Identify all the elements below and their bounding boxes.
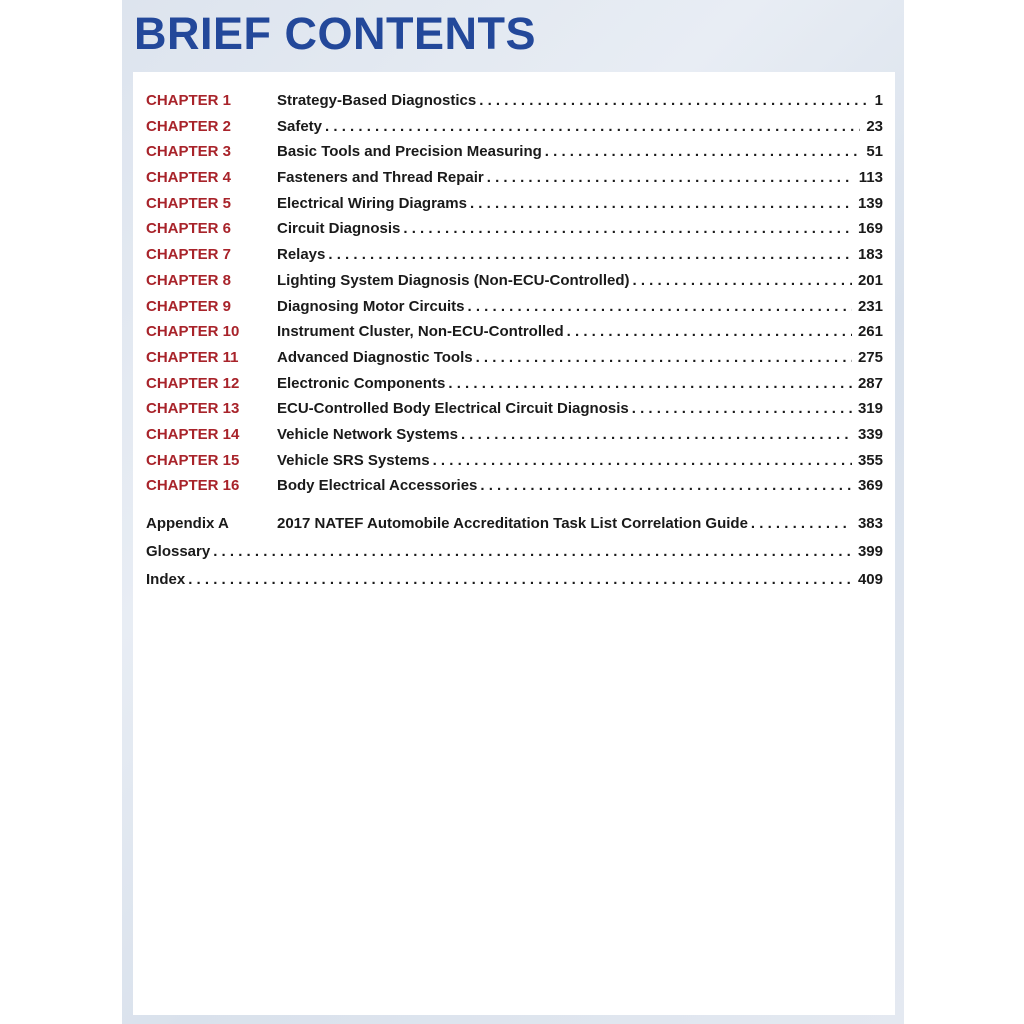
dot-leader bbox=[632, 400, 852, 417]
toc-entry-chapter[interactable] bbox=[146, 220, 883, 246]
chapter-label: CHAPTER 12 bbox=[146, 374, 240, 392]
appendix-title: 2017 NATEF Automobile Accreditation Task List Correlation Guide bbox=[277, 515, 748, 532]
dot-leader bbox=[633, 272, 852, 289]
dot-leader bbox=[403, 220, 852, 237]
page-title: BRIEF CONTENTS bbox=[134, 8, 537, 59]
chapter-title: Vehicle SRS Systems bbox=[277, 451, 430, 469]
chapter-label: CHAPTER 6 bbox=[146, 220, 232, 238]
dot-leader bbox=[470, 195, 852, 212]
chapter-page-number: 201 bbox=[857, 271, 883, 289]
chapter-page-number: 231 bbox=[857, 297, 883, 315]
toc-entry-chapter[interactable] bbox=[146, 323, 883, 349]
dot-leader bbox=[325, 118, 860, 135]
chapter-page-number: 369 bbox=[857, 477, 883, 495]
chapter-label: CHAPTER 11 bbox=[146, 348, 239, 366]
chapter-title: Electronic Components bbox=[277, 374, 446, 392]
dot-leader bbox=[433, 452, 852, 469]
toc-entry-chapter[interactable] bbox=[146, 195, 883, 221]
chapter-label: CHAPTER 13 bbox=[146, 400, 240, 418]
dot-leader bbox=[213, 543, 852, 560]
dot-leader bbox=[751, 515, 852, 532]
toc-entry-chapter[interactable] bbox=[146, 272, 883, 298]
chapter-page-number: 275 bbox=[857, 348, 883, 366]
chapter-title: Vehicle Network Systems bbox=[277, 425, 458, 443]
chapter-page-number: 355 bbox=[857, 451, 883, 469]
glossary-page-number: 399 bbox=[857, 543, 883, 560]
chapter-title: Fasteners and Thread Repair bbox=[277, 169, 484, 187]
chapter-page-number: 261 bbox=[857, 323, 883, 341]
dot-leader bbox=[461, 426, 852, 443]
chapter-page-number: 339 bbox=[857, 425, 883, 443]
chapter-page-number: 23 bbox=[866, 117, 883, 135]
chapter-label: CHAPTER 3 bbox=[146, 143, 232, 161]
toc-entry-glossary[interactable] bbox=[146, 543, 883, 571]
chapter-title: Relays bbox=[277, 246, 326, 264]
chapter-title: Safety bbox=[277, 117, 323, 135]
appendix-page-number: 383 bbox=[857, 515, 883, 532]
chapter-title: Body Electrical Accessories bbox=[277, 477, 478, 495]
chapter-label: CHAPTER 7 bbox=[146, 246, 232, 264]
chapter-list bbox=[146, 92, 883, 503]
chapter-label: CHAPTER 15 bbox=[146, 451, 240, 469]
toc-entry-chapter[interactable] bbox=[146, 118, 883, 144]
dot-leader bbox=[567, 323, 852, 340]
chapter-label: CHAPTER 1 bbox=[146, 92, 232, 109]
chapter-title: Instrument Cluster, Non-ECU-Controlled bbox=[277, 323, 564, 341]
chapter-label: CHAPTER 4 bbox=[146, 169, 232, 187]
dot-leader bbox=[480, 477, 852, 494]
chapter-label: CHAPTER 16 bbox=[146, 477, 240, 495]
chapter-label: CHAPTER 8 bbox=[146, 271, 232, 289]
toc-entry-chapter[interactable] bbox=[146, 169, 883, 195]
toc-entry-index[interactable] bbox=[146, 571, 883, 599]
toc-entry-chapter[interactable] bbox=[146, 477, 883, 503]
chapter-title: Lighting System Diagnosis (Non-ECU-Controlled) bbox=[277, 271, 630, 289]
chapter-title: Electrical Wiring Diagrams bbox=[277, 194, 467, 212]
index-title: Index bbox=[146, 571, 186, 588]
toc-entry-chapter[interactable] bbox=[146, 298, 883, 324]
appendix-label: Appendix A bbox=[146, 515, 229, 532]
chapter-page-number: 139 bbox=[857, 194, 883, 212]
chapter-label: CHAPTER 5 bbox=[146, 194, 232, 212]
chapter-title: ECU-Controlled Body Electrical Circuit Diagnosis bbox=[277, 400, 629, 418]
toc-entry-chapter[interactable] bbox=[146, 375, 883, 401]
chapter-page-number: 113 bbox=[858, 169, 883, 187]
chapter-title: Circuit Diagnosis bbox=[277, 220, 401, 238]
toc-entry-chapter[interactable] bbox=[146, 349, 883, 375]
back-matter-list bbox=[146, 515, 883, 599]
contents-panel bbox=[133, 72, 895, 1015]
dot-leader bbox=[487, 169, 853, 186]
dot-leader bbox=[188, 571, 852, 588]
dot-leader bbox=[468, 298, 852, 315]
chapter-page-number: 51 bbox=[866, 143, 883, 161]
dot-leader bbox=[545, 143, 861, 160]
chapter-page-number: 319 bbox=[857, 400, 883, 418]
dot-leader bbox=[479, 92, 868, 109]
toc-entry-chapter[interactable] bbox=[146, 426, 883, 452]
glossary-title: Glossary bbox=[146, 543, 211, 560]
toc-entry-chapter[interactable] bbox=[146, 246, 883, 272]
toc-entry-chapter[interactable] bbox=[146, 452, 883, 478]
dot-leader bbox=[448, 375, 852, 392]
chapter-page-number: 169 bbox=[857, 220, 883, 238]
chapter-title: Advanced Diagnostic Tools bbox=[277, 348, 473, 366]
toc-entry-chapter[interactable] bbox=[146, 92, 883, 118]
table-of-contents bbox=[146, 92, 883, 599]
toc-entry-chapter[interactable] bbox=[146, 400, 883, 426]
chapter-page-number: 287 bbox=[857, 374, 883, 392]
toc-entry-chapter[interactable] bbox=[146, 143, 883, 169]
chapter-title: Strategy-Based Diagnostics bbox=[277, 92, 477, 109]
chapter-title: Diagnosing Motor Circuits bbox=[277, 297, 465, 315]
dot-leader bbox=[328, 246, 852, 263]
chapter-label: CHAPTER 10 bbox=[146, 323, 240, 341]
chapter-page-number: 183 bbox=[857, 246, 883, 264]
dot-leader bbox=[476, 349, 852, 366]
chapter-label: CHAPTER 9 bbox=[146, 297, 232, 315]
chapter-label: CHAPTER 14 bbox=[146, 425, 240, 443]
chapter-label: CHAPTER 2 bbox=[146, 117, 232, 135]
index-page-number: 409 bbox=[857, 571, 883, 588]
chapter-page-number: 1 bbox=[874, 92, 883, 109]
chapter-title: Basic Tools and Precision Measuring bbox=[277, 143, 542, 161]
toc-entry-appendix[interactable] bbox=[146, 515, 883, 543]
